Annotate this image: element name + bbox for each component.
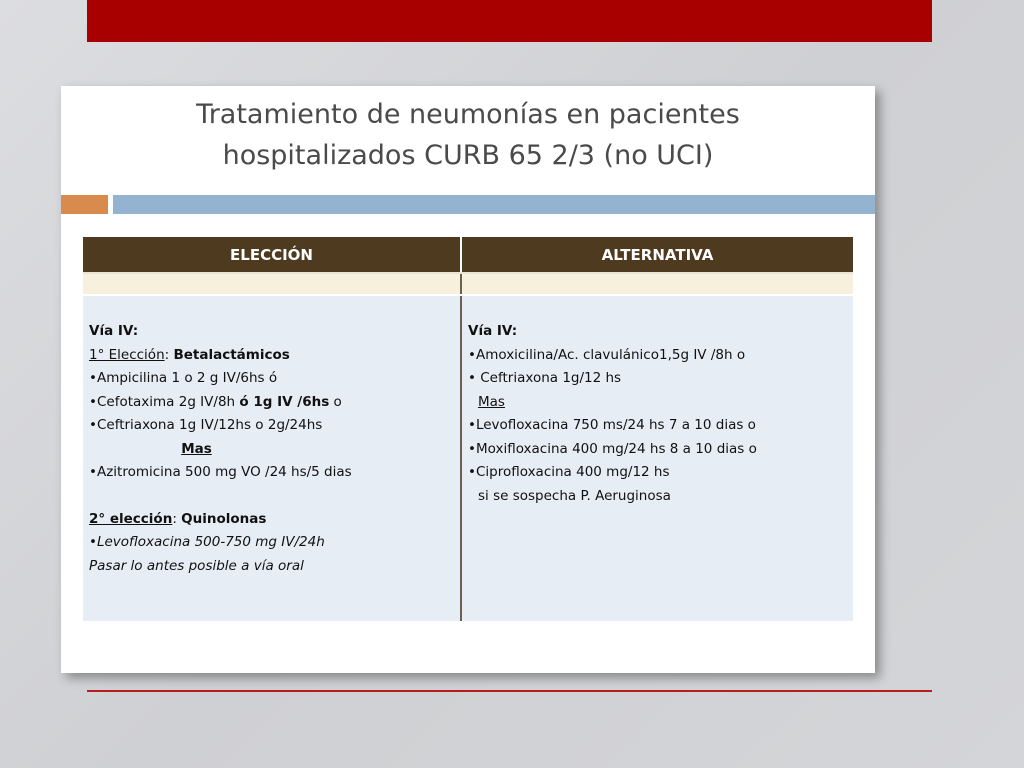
slide-title bbox=[61, 94, 875, 176]
title-line-2: hospitalizados CURB 65 2/3 (no UCI) bbox=[222, 140, 714, 171]
levofloxacina-right-line: •Levofloxacina 750 ms/24 hs 7 a 10 dias o bbox=[468, 417, 756, 433]
moxifloxacina-line: •Moxifloxacina 400 mg/24 hs 8 a 10 dias o bbox=[468, 440, 757, 457]
ciprofloxacina-line: •Ciprofloxacina 400 mg/12 hs bbox=[468, 464, 670, 480]
header-alternativa: ALTERNATIVA bbox=[461, 237, 853, 273]
first-choice-line bbox=[89, 344, 454, 368]
title-line-1: Tratamiento de neumonías en pacientes bbox=[196, 99, 740, 130]
spacer-cell-right bbox=[461, 273, 853, 295]
table-header-row bbox=[83, 237, 853, 273]
first-choice-drug: Betalactámicos bbox=[173, 346, 290, 363]
left-via-iv: Vía IV: bbox=[89, 323, 139, 339]
ceftriaxona-right-line: • Ceftriaxona 1g/12 hs bbox=[468, 370, 622, 386]
bottom-red-line bbox=[87, 690, 932, 692]
eleccion-cell bbox=[83, 295, 461, 621]
table-spacer-row bbox=[83, 273, 853, 295]
amoxicilina-line: •Amoxicilina/Ac. clavulánico1,5g IV /8h o bbox=[468, 346, 746, 363]
top-red-bar bbox=[87, 0, 932, 42]
cefotaxima-line bbox=[89, 391, 454, 415]
spacer-cell-left bbox=[83, 273, 461, 295]
levofloxacina-left-line: •Levofloxacina 500-750 mg IV/24h bbox=[89, 534, 325, 550]
accent-orange-bar bbox=[61, 195, 108, 214]
azitromicina-line: •Azitromicina 500 mg VO /24 hs/5 dias bbox=[89, 464, 352, 480]
oral-note: Pasar lo antes posible a vía oral bbox=[89, 557, 304, 574]
cefotaxima-or: o bbox=[329, 393, 342, 410]
mas-label-left: Mas bbox=[181, 440, 212, 457]
first-choice-label: 1° Elección bbox=[89, 346, 165, 363]
cefotaxima-dose: •Cefotaxima 2g IV/8h bbox=[89, 393, 240, 410]
first-choice-sep: : bbox=[164, 346, 174, 363]
cefotaxima-alt-dose: ó 1g IV /6hs bbox=[239, 393, 330, 410]
ampicilina-line: •Ampicilina 1 o 2 g IV/6hs ó bbox=[89, 370, 278, 386]
ceftriaxona-line: •Ceftriaxona 1g IV/12hs o 2g/24hs bbox=[89, 417, 323, 433]
second-choice-line bbox=[89, 508, 454, 532]
aeruginosa-note: si se sospecha P. Aeruginosa bbox=[478, 487, 671, 504]
mas-label-right: Mas bbox=[478, 393, 505, 410]
right-via-iv: Vía IV: bbox=[468, 323, 518, 339]
treatment-table bbox=[83, 237, 853, 621]
table-body-row bbox=[83, 295, 853, 621]
alternativa-cell bbox=[461, 295, 853, 621]
second-choice-label: 2° elección bbox=[89, 510, 173, 527]
accent-blue-bar bbox=[113, 195, 875, 214]
header-eleccion: ELECCIÓN bbox=[83, 237, 461, 273]
second-choice-drug: Quinolonas bbox=[181, 510, 267, 527]
slide-content bbox=[61, 86, 875, 673]
second-choice-sep: : bbox=[172, 510, 182, 527]
